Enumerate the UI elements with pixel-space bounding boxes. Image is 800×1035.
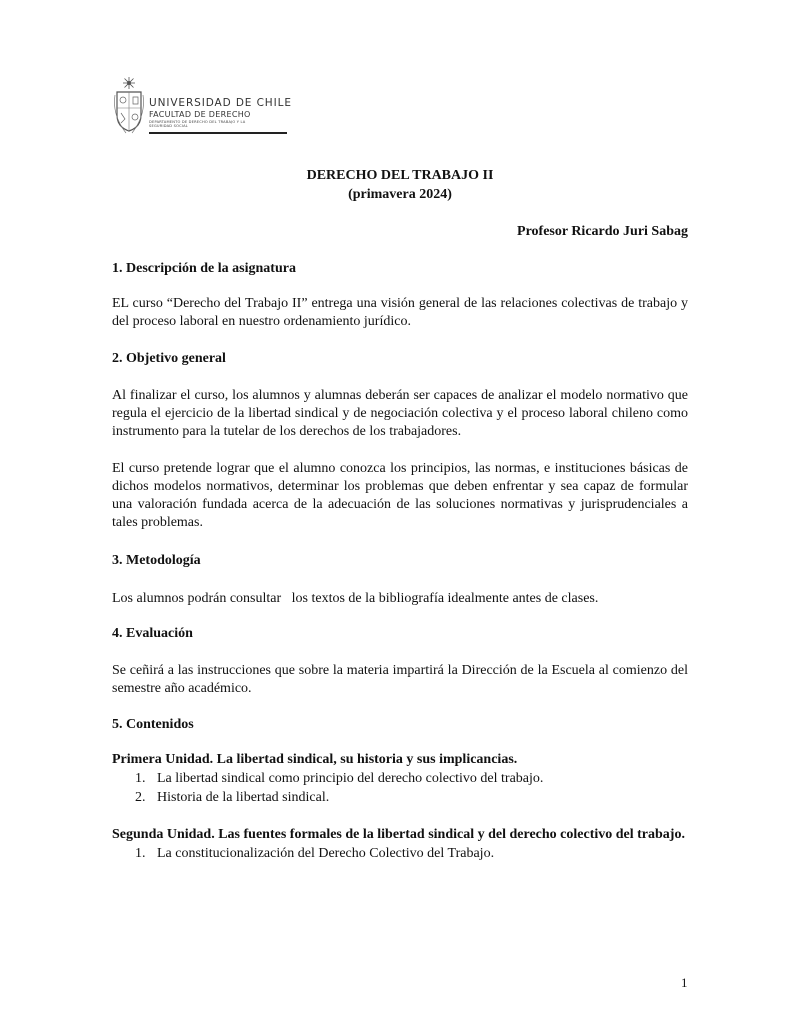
- evaluation-paragraph: Se ceñirá a las instrucciones que sobre la materia impartirá la Dirección de la Escuela al comienzo del semestre año académico.: [112, 663, 688, 696]
- unit-2-title: Segunda Unidad. Las fuentes formales de la libertad sindical y del derecho colectivo del trabajo.: [112, 827, 685, 842]
- list-item-text: La libertad sindical como principio del derecho colectivo del trabajo.: [157, 771, 544, 786]
- section-heading-methodology: 3. Metodología: [112, 553, 201, 568]
- list-item: [135, 771, 543, 787]
- methodology-paragraph: Los alumnos podrán consultar los textos de la bibliografía idealmente antes de clases.: [112, 591, 599, 606]
- page-number: 1: [681, 975, 688, 990]
- list-item: [135, 846, 494, 862]
- document-title: DERECHO DEL TRABAJO II: [306, 168, 494, 183]
- list-item-number: 2.: [135, 790, 146, 805]
- section-heading-contents: 5. Contenidos: [112, 717, 194, 732]
- section-heading-objective: 2. Objetivo general: [112, 351, 226, 366]
- list-item: [135, 790, 329, 806]
- unit-1-title: Primera Unidad. La libertad sindical, su historia y sus implicancias.: [112, 752, 518, 767]
- list-item-number: 1.: [135, 771, 146, 786]
- document-subtitle: (primavera 2024): [348, 187, 452, 202]
- university-logo: [112, 75, 292, 137]
- department-name: DEPARTAMENTO DE DERECHO DEL TRABAJO Y LA SEGURIDAD SOCIAL: [149, 120, 246, 129]
- list-item-text: Historia de la libertad sindical.: [157, 790, 330, 805]
- list-item-text: La constitucionalización del Derecho Colectivo del Trabajo.: [157, 846, 495, 861]
- section-heading-description: 1. Descripción de la asignatura: [112, 261, 296, 276]
- section-heading-evaluation: 4. Evaluación: [112, 626, 193, 641]
- university-name: UNIVERSIDAD DE CHILE: [149, 97, 292, 109]
- logo-divider: [149, 132, 287, 134]
- objective-paragraph-2: El curso pretende lograr que el alumno conozca los principios, las normas, e instituciones básicas de dichos modelos normativos, determinar los problemas que deben enfrentar y sea capaz de formular una valoración fundada acerca de la adecuación de las soluciones normativas y jurisprudenciales a tales problemas.: [112, 461, 688, 530]
- university-crest-icon: [112, 75, 146, 137]
- objective-paragraph-1: Al finalizar el curso, los alumnos y alumnas deberán ser capaces de analizar el modelo normativo que regula el ejercicio de la libertad sindical y de negociación colectiva y el proceso laboral chileno como instrumento para la tutelar de los derechos de los trabajadores.: [112, 388, 688, 439]
- description-paragraph: EL curso “Derecho del Trabajo II” entrega una visión general de las relaciones colectivas de trabajo y del proceso laboral en nuestro ordenamiento jurídico.: [112, 296, 688, 329]
- list-item-number: 1.: [135, 846, 146, 861]
- professor-name: Profesor Ricardo Juri Sabag: [517, 224, 688, 239]
- faculty-name: FACULTAD DE DERECHO: [149, 110, 251, 119]
